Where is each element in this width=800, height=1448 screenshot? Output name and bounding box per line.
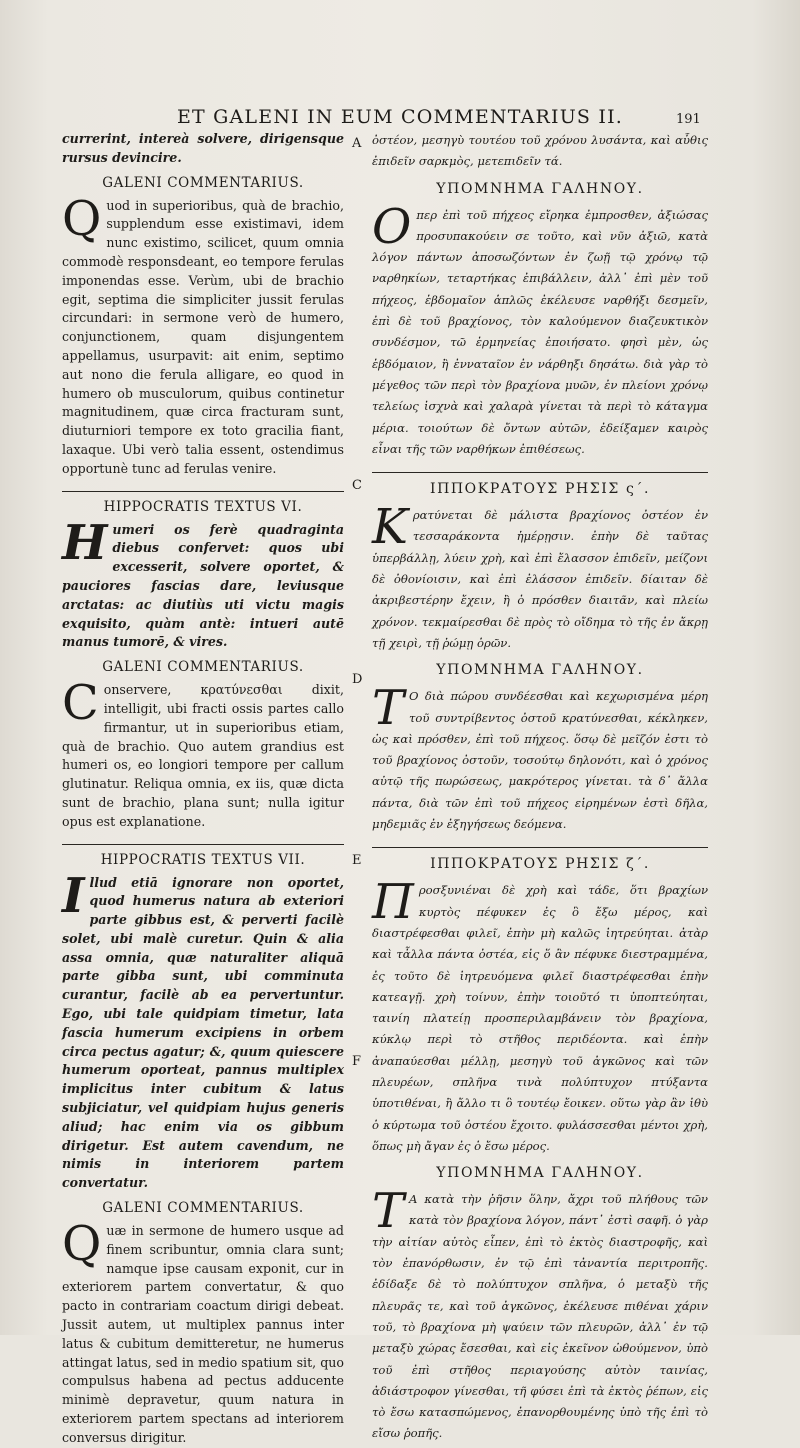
hippocrates-text-paragraph bbox=[62, 514, 344, 653]
paragraph-text: onservere, κρατύνεσθαι dixit, intelligit, ubi fracti ossis partes callo firmantur, ut in superioribus etiam, quà de brachio. Quo autem grandius est humeri os, eo longiori tempore per callum glutinatur. Reliqua omnia, ex iis, quæ dicta sunt de brachio, plana sunt; nulla igitur opus est explanatione. bbox=[62, 682, 344, 829]
margin-letter-e: E bbox=[352, 853, 362, 868]
drop-cap: Ο bbox=[372, 198, 412, 255]
margin-letter-d: D bbox=[352, 672, 363, 687]
drop-cap: I bbox=[62, 867, 85, 924]
section-rule bbox=[62, 491, 344, 492]
drop-cap: Π bbox=[372, 874, 414, 931]
galeni-commentary-heading: GALENI COMMENTARIUS. bbox=[102, 1200, 304, 1217]
galeni-commentary-heading: GALENI COMMENTARIUS. bbox=[102, 174, 304, 191]
section-rule bbox=[372, 847, 708, 848]
greek-commentary-paragraph bbox=[372, 680, 708, 835]
paragraph-text: περ ἐπὶ τοῦ πήχεος εἴρηκα ἐμπροσθεν, ἀξιώσας προσυπακούειν σε τοῦτο, καὶ νῦν ἀξιῶ, κατὰ λόγον πάντων ἀποσωζόντων ἐν ζωῇ τῷ χρόνῳ τῷ ναρθηκίων, τεταρτήκας ἐπιβάλλειν, ἀλλ᾽ ἐπὶ μὲν τοῦ πήχεος, ἑβδομαῖον ἁπλῶς ἐκέλευσε ναρθήξι δεσμεῖν, ἐπὶ δὲ τοῦ βραχίονος, τὸν καλούμενον διαζευκτικὸν συνδέσμον, τῶ ἑρμηνείας ἐποιήσατο. φησὶ μὲν, ὡς ἑβδόμαιον, ἢ ἐνναταῖον ἐν νάρθηξι δησάτω. διὰ γὰρ τὸ μέγεθος τῶν περὶ τὸν βραχίονα μυῶν, ἐν πλείονι χρόνῳ τελείως ἰσχνὰ καὶ χαλαρὰ γίνεται τὰ περὶ τὸ κάταγμα μέρια. τοιούτων δὲ ὄντων αὐτῶν, ἐδείξαμεν καιρὸς εἶναι τῆς τῶν ναρθήκων ἐπιθέσεως. bbox=[372, 207, 708, 456]
latin-column bbox=[62, 130, 344, 1448]
section-rule bbox=[372, 472, 708, 473]
paragraph-text: Ο διὰ πώρου συνδέεσθαι καὶ κεχωρισμένα μέρη τοῦ συντρίβεντος ὀστοῦ κρατύνεσθαι, κέκληκεν, ὡς καὶ πρόσθεν, ἐπὶ τοῦ πήχεος. ὅσῳ δὲ μεῖζόν ἐστι τὸ τοῦ βραχίονος ὀστοῦν, τοσούτῳ δηλονότι, καὶ ὁ χρόνος αὐτῷ τῆς πωρώσεως, μακρότερος γίνεται. τὰ δ᾽ ἄλλα πάντα, διὰ τῶν ἐπὶ τοῦ πήχεος εἰρημένων ἐστὶ δῆλα, μηδεμιᾶς ἐν ἐξηγήσεως δεόμενα. bbox=[372, 689, 708, 832]
margin-letter-a: A bbox=[352, 136, 362, 151]
drop-cap: H bbox=[62, 514, 108, 571]
galeni-commentary-paragraph bbox=[62, 675, 344, 831]
paragraph-text: llud etiā ignorare non oportet, quod humerus natura ab exteriori parte gibbus est, & perverti facilè solet, ubi malè curetur. Quin & alia assa omnia, quæ naturaliter aliquā parte gibba sunt, ubi comminuta curantur, facilè ab ea pervertuntur. Ego, ubi tale quidpiam timetur, lata fascia humerum excipiens in orbem circa pectus agatur; &, quum quiescere humerum oporteat, pannus multiplex implicitus inter cubitum & latus subjiciatur, vel quidpiam hujus generis aliud; hac enim via os gibbum dirigetur. Est autem cavendum, ne nimis in interiorem partem convertatur. bbox=[62, 874, 344, 1191]
paragraph-text: uæ in sermone de humero usque ad finem scribuntur, omnia clara sunt; namque ipse causam exponit, cur in exteriorem partem convertatur, & quo pacto in contrariam coactum dirigi debeat. Jussit autem, ut multiplex pannus inter latus & cubitum demitteretur, ne humerus attingat latus, sed in medio spatium sit, quo compulsus habena ad pectus adducente minimè depravetur, quum natura in exteriorem partem spectans ad interiorem conversus dirigitur. bbox=[62, 1223, 344, 1445]
drop-cap: Q bbox=[62, 1216, 102, 1273]
margin-letter-c: C bbox=[352, 478, 362, 493]
drop-cap: Τ bbox=[372, 1183, 405, 1240]
drop-cap: Q bbox=[62, 190, 102, 247]
greek-rhesis-paragraph bbox=[372, 499, 708, 654]
hippocrates-rhesis-heading: ΙΠΠΟΚΡΑΤΟΥΣ ΡΗΣΙΣ ζ΄. bbox=[430, 856, 650, 873]
greek-continuation: ὀστέον, μεσηγὺ τουτέου τοῦ χρόνου λυσάντα, καὶ αὖθις ἐπιδεῖν σαρκμὸς, μετεπιδεῖν τά. bbox=[372, 133, 708, 169]
galen-commentary-heading-greek: ΥΠΟΜΝΗΜΑ ΓΑΛΗΝΟΥ. bbox=[436, 1165, 644, 1182]
galeni-commentary-paragraph bbox=[62, 190, 344, 479]
paragraph-text: ρατύνεται δὲ μάλιστα βραχίονος ὀστέον ἐν τεσσαράκοντα ἡμέρῃσιν. ἐπὴν δὲ ταῦτας ὑπερβάλλῃ, λύειν χρὴ, καὶ ἐπὶ ἔλασσον ἐπιδεῖν, μείζονι δὲ ὀθονίοισιν, καὶ ἐπὶ ἐλάσσον ἐπιδεῖν. δίαιταν δὲ ἀκριβεστέρην ἔχειν, ἢ ὁ πρόσθεν διαιτᾶν, καὶ πλείω χρόνον. τεκμαίρεσθαι δὲ πρὸς τὸ οἴδημα τὸ τῆς ἐν ἄκρῃ τῇ χειρὶ, τῇ ῥώμῃ ὁρῶν. bbox=[372, 508, 708, 650]
greek-commentary-paragraph bbox=[372, 1183, 708, 1445]
paragraph-text: uod in superioribus, quà de brachio, supplendum esse existimavi, idem nunc existimo, scilicet, quum omnia commodè responsdeant, eo tempore ferulas imponendas esse. Verùm, ubi de brachio egit, septima die simpliciter jussit ferulas circundari: in sermone verò de humero, conjunctionem, quam disjungentem appellamus, usurpavit: ait enim, septimo aut nono die ferula alligare, eo quod in humero ob musculorum, quibus continetur magnitudinem, quæ circa fracturam sunt, diuturniori tempore ex toto gracilia fiant, laxaque. Ubi verò talia essent, ostendimus opportunè tunc ad ferulas venire. bbox=[62, 197, 344, 476]
margin-letter-f: F bbox=[352, 1054, 362, 1069]
latin-continuation: currerint, intereà solvere, dirigensque rursus devincire. bbox=[62, 131, 344, 165]
galen-commentary-heading-greek: ΥΠΟΜΝΗΜΑ ΓΑΛΗΝΟΥ. bbox=[436, 180, 644, 197]
section-rule bbox=[62, 844, 344, 845]
paragraph-text: umeri os ferè quadraginta diebus confervet: quos ubi excesserit, solvere oportet, & pauciores fascias dare, leviusque arctatas: ac diutiùs uti victu magis exquisito, quàm antè: intueri autē manus tumorē, & vires. bbox=[62, 521, 344, 650]
hippocrates-text-heading: HIPPOCRATIS TEXTUS VII. bbox=[100, 851, 306, 868]
galen-commentary-heading-greek: ΥΠΟΜΝΗΜΑ ΓΑΛΗΝΟΥ. bbox=[436, 662, 644, 679]
drop-cap: Τ bbox=[372, 680, 405, 737]
greek-rhesis-paragraph bbox=[372, 874, 708, 1157]
greek-column bbox=[372, 130, 708, 1445]
drop-cap: Κ bbox=[372, 499, 408, 556]
hippocrates-rhesis-heading: ΙΠΠΟΚΡΑΤΟΥΣ ΡΗΣΙΣ ς΄. bbox=[429, 481, 651, 498]
hippocrates-text-paragraph bbox=[62, 867, 344, 1194]
greek-commentary-paragraph bbox=[372, 198, 708, 461]
page-number: 191 bbox=[676, 112, 701, 127]
galeni-commentary-heading: GALENI COMMENTARIUS. bbox=[102, 659, 304, 676]
hippocrates-text-heading: HIPPOCRATIS TEXTUS VI. bbox=[103, 498, 303, 515]
drop-cap: C bbox=[62, 675, 99, 732]
running-head: ET GALENI IN EUM COMMENTARIUS II. bbox=[176, 106, 624, 128]
paragraph-text: Α κατὰ τὴν ῥῆσιν ὅλην, ἄχρι τοῦ πλήθους τῶν κατὰ τὸν βραχίονα λόγον, πάντ᾽ ἐστὶ σαφῆ. ὁ γὰρ τὴν αἰτίαν αὐτὸς εἶπεν, ἐπὶ τὸ ἐκτὸς διαστροφῆς, καὶ τὸν ἐπανόρθωσιν, ἐν τῷ ἐπὶ τἀναντία περιτροπῆς. ἐδίδαξε δὲ τὸ πολύπτυχον σπλῆνα, ὁ μεταξὺ τῆς πλευρᾶς τε, καὶ τοῦ ἀγκῶνος, ἐκέλευσε πιθέναι χάριν τοῦ, τὸ βραχίονα μὴ ψαύειν τῶν πλευρῶν, ἀλλ᾽ ἐν τῷ μεταξὺ χώρας ἔσεσθαι, καὶ εἰς ἐκεῖνον ὠθούμενον, ὑπὸ τοῦ ἐπὶ στῆθος περιαγούσης αὐτὸν ταινίας, ἀδιάστροφον γίνεσθαι, τῆ φύσει ἐπὶ τὰ ἐκτὸς ῥέπων, εἰς τὸ ἔσω κατασπώμενος, ἐπανορθουμένης ὑπὸ τῆς ἐπὶ τὸ εἴσω ῥοπῆς. bbox=[372, 1192, 708, 1441]
paragraph-text: ροσξυνιέναι δὲ χρὴ καὶ τάδε, ὅτι βραχίων κυρτὸς πέφυκεν ἐς ὃ ἔξω μέρος, καὶ διαστρέφεσθαι φιλεῖ, ἐπὴν μὴ καλῶς ἰητρεύηται. ἀτὰρ καὶ τἆλλα πάντα ὀστέα, εἰς ὅ ἂν πέφυκε διεστραμμένα, ἐς τοῦτο δὲ ἰητρευόμενα φιλεῖ διαστρέφεσθαι ἐπὴν κατεαγῇ. χρὴ τοίνυν, ἐπὴν τοιοῦτό τι ὑποπτεύηται, ταινίη πλατείῃ προσπεριλαμβάνειν τὸν βραχίονα, κύκλῳ περὶ τὸ στῆθος περιδέοντα. καὶ ἐπὴν ἀναπαύεσθαι μέλλῃ, μεσηγὺ τοῦ ἀγκῶνος καὶ τῶν πλευρέων, σπλῆνα τινὰ πολύπτυχον πτύξαντα ὑποτιθέναι, ἢ ἄλλο τι ὃ τουτέῳ ἔοικεν. οὕτω γὰρ ἂν ἰθὺ ὁ κύρτωμα τοῦ ὀστέου ἔχοιτο. φυλάσσεσθαι μέντοι χρὴ, ὅπως μὴ ἄγαν ἐς ὁ ἔσω μέρος. bbox=[372, 883, 708, 1153]
